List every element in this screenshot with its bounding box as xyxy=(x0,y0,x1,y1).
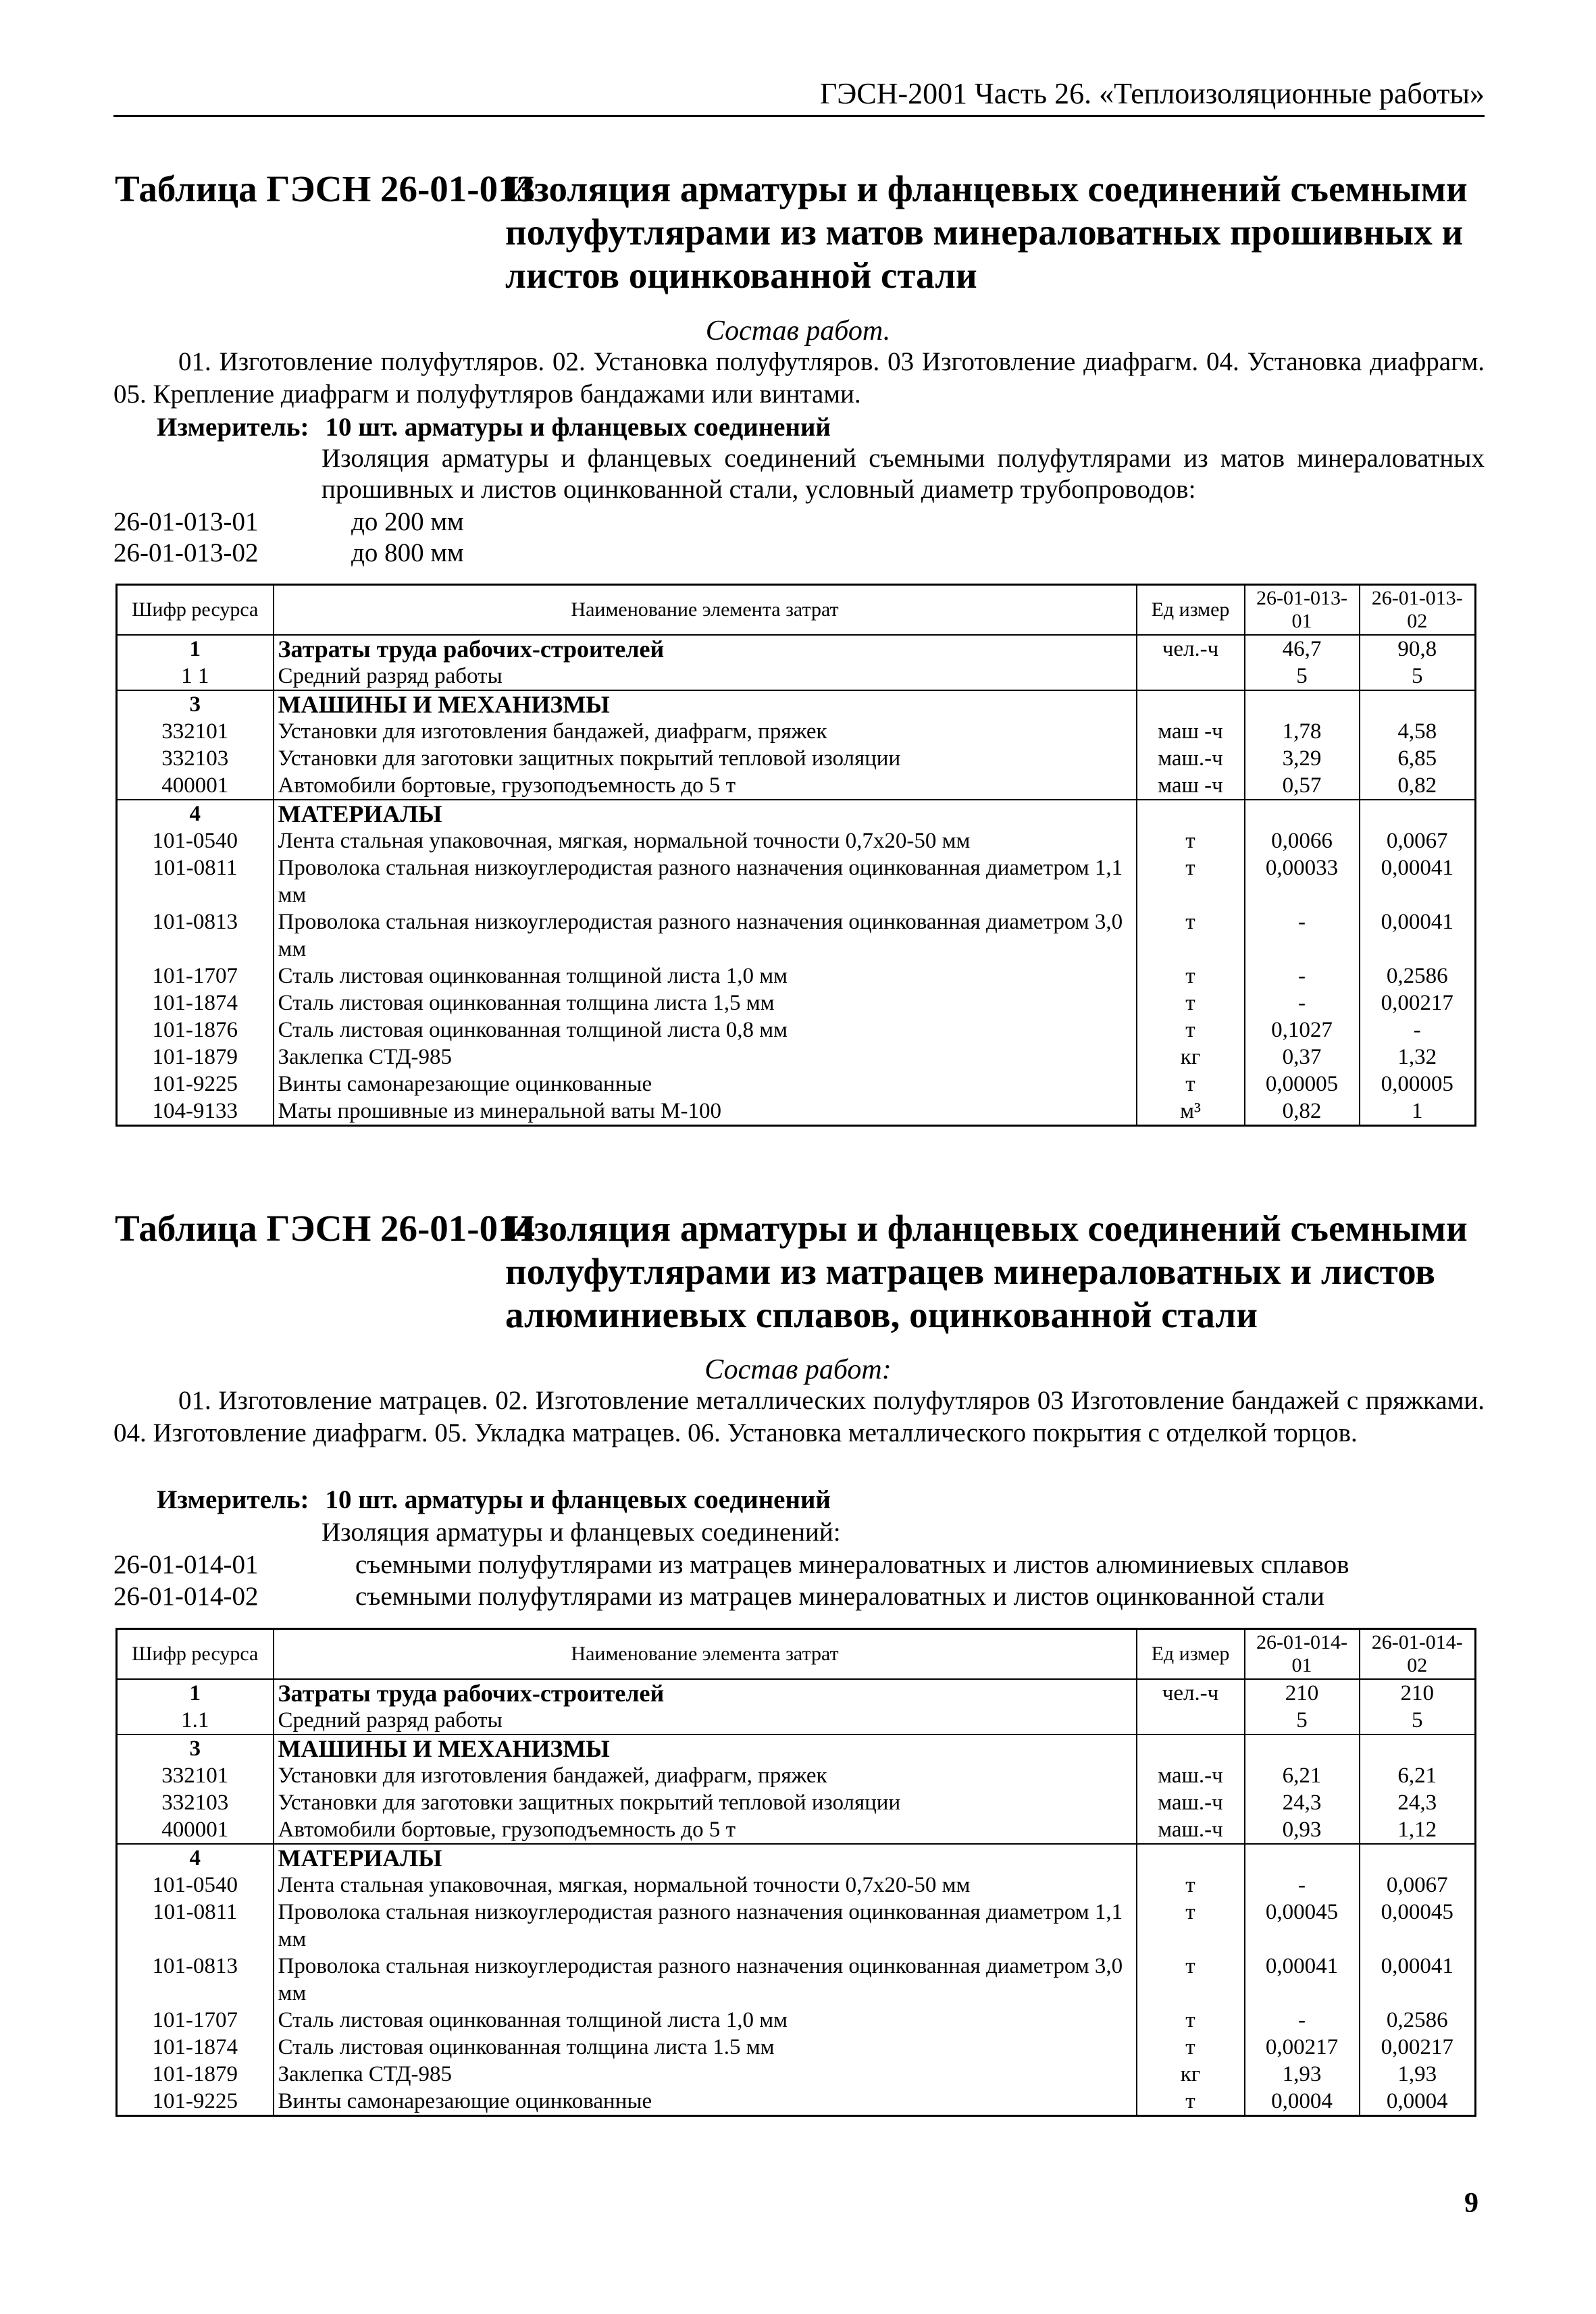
resource-code: 1 xyxy=(117,635,274,663)
resource-name: Винты самонарезающие оцинкованные xyxy=(274,2088,1137,2116)
norm-b-value: 0,00045 xyxy=(1360,1899,1476,1953)
unit-cell: маш.-ч xyxy=(1137,1762,1245,1789)
norm-b-value: 0,00041 xyxy=(1360,854,1476,908)
col-header-unit: Ед измер xyxy=(1137,585,1245,636)
resource-name: Проволока стальная низкоуглеродистая разного назначения оцинкованная диаметром 3,0 мм xyxy=(274,908,1137,962)
norm-a-value: 0,82 xyxy=(1245,1098,1360,1126)
norm-b-value xyxy=(1360,1734,1476,1762)
unit-cell: т xyxy=(1137,1872,1245,1899)
resource-name: Проволока стальная низкоуглеродистая разного назначения оцинкованная диаметром 1,1 мм xyxy=(274,854,1137,908)
resource-code: 332103 xyxy=(117,745,274,772)
unit-cell: т xyxy=(1137,908,1245,962)
norm-b-value xyxy=(1360,1844,1476,1872)
unit-cell: т xyxy=(1137,962,1245,989)
table-row xyxy=(117,745,1476,772)
meter-label: Измеритель: xyxy=(157,413,309,442)
table-14-composition-text: 01. Изготовление матрацев. 02. Изготовление металлических полуфутляров 03 Изготовление бандажей с пряжками. 04. Изготовление диафрагм. 05. Укладка матрацев. 06. Установка металлического покрытия с отделкой торцов. xyxy=(113,1386,1485,1447)
norm-b-value: 0,00005 xyxy=(1360,1071,1476,1098)
resource-code: 332103 xyxy=(117,1789,274,1816)
norm-a-value: 46,7 xyxy=(1245,635,1360,663)
norm-code: 26-01-013-02 xyxy=(113,538,259,567)
table-row xyxy=(117,908,1476,962)
resource-code: 400001 xyxy=(117,1816,274,1844)
norm-a-value: - xyxy=(1245,989,1360,1017)
table-row xyxy=(117,2007,1476,2034)
table-row xyxy=(117,989,1476,1017)
unit-cell: т xyxy=(1137,1899,1245,1953)
unit-cell: т xyxy=(1137,2088,1245,2116)
norm-b-value xyxy=(1360,690,1476,718)
norm-a-value xyxy=(1245,690,1360,718)
resource-code: 101-0540 xyxy=(117,827,274,854)
table-row xyxy=(117,1044,1476,1071)
resource-name: МАШИНЫ И МЕХАНИЗМЫ xyxy=(274,690,1137,718)
norm-b-value: 0,82 xyxy=(1360,772,1476,800)
resource-code: 101-1879 xyxy=(117,1044,274,1071)
table-row xyxy=(117,800,1476,827)
unit-cell xyxy=(1137,663,1245,690)
unit-cell: кг xyxy=(1137,1044,1245,1071)
norm-b-value: 210 xyxy=(1360,1679,1476,1707)
resource-code: 3 xyxy=(117,1734,274,1762)
norm-b-value: 6,85 xyxy=(1360,745,1476,772)
table-13-heading: Изоляция арматуры и фланцевых соединений съемными полуфутлярами из матов минераловатных прошивных и листов оцинкованной стали xyxy=(505,168,1468,296)
norm-b-value: 1,12 xyxy=(1360,1816,1476,1844)
table-row xyxy=(117,1789,1476,1816)
table-14-intro: Изоляция арматуры и фланцевых соединений: xyxy=(321,1518,841,1547)
norm-b-value: 1,93 xyxy=(1360,2061,1476,2088)
unit-cell: т xyxy=(1137,989,1245,1017)
meter-label: Измеритель: xyxy=(157,1485,309,1514)
col-header-code: Шифр ресурса xyxy=(117,1629,274,1680)
norm-a-value: - xyxy=(1245,1872,1360,1899)
norm-a-value: 5 xyxy=(1245,663,1360,690)
unit-cell: т xyxy=(1137,2007,1245,2034)
table-row xyxy=(117,2088,1476,2116)
resource-name: Заклепка СТД-985 xyxy=(274,2061,1137,2088)
resource-name: Маты прошивные из минеральной ваты М-100 xyxy=(274,1098,1137,1126)
unit-cell: т xyxy=(1137,854,1245,908)
resource-name: Установки для изготовления бандажей, диафрагм, пряжек xyxy=(274,1762,1137,1789)
resource-name: Сталь листовая оцинкованная толщина листа 1.5 мм xyxy=(274,2034,1137,2061)
page-number: 9 xyxy=(1464,2188,1478,2219)
norm-a-value: - xyxy=(1245,908,1360,962)
table-14-code-row xyxy=(113,1581,1324,1612)
norm-a-value: 1,93 xyxy=(1245,2061,1360,2088)
resource-code: 104-9133 xyxy=(117,1098,274,1126)
resource-code: 1 1 xyxy=(117,663,274,690)
table-row xyxy=(117,1679,1476,1707)
table-row xyxy=(117,2061,1476,2088)
resource-name: Сталь листовая оцинкованная толщина листа 1,5 мм xyxy=(274,989,1137,1017)
table-13-composition-heading: Состав работ. xyxy=(705,315,891,346)
table-14-resources xyxy=(115,1628,1476,2117)
unit-cell: маш.-ч xyxy=(1137,745,1245,772)
norm-b-value: 5 xyxy=(1360,1707,1476,1734)
table-14-meter xyxy=(157,1485,831,1515)
table-row xyxy=(117,962,1476,989)
resource-name: Автомобили бортовые, грузоподъемность до 5 т xyxy=(274,1816,1137,1844)
norm-b-value: 0,00041 xyxy=(1360,1953,1476,2007)
table-row xyxy=(117,1953,1476,2007)
unit-cell xyxy=(1137,690,1245,718)
norm-b-value: 0,00041 xyxy=(1360,908,1476,962)
resource-code: 101-0813 xyxy=(117,908,274,962)
meter-value: 10 шт. арматуры и фланцевых соединений xyxy=(325,1485,831,1514)
col-header-norm-b: 26-01-013-02 xyxy=(1360,585,1476,636)
norm-description: съемными полуфутлярами из матрацев минераловатных и листов алюминиевых сплавов xyxy=(355,1550,1349,1579)
norm-a-value: 5 xyxy=(1245,1707,1360,1734)
resource-code: 1.1 xyxy=(117,1707,274,1734)
norm-a-value: 0,00033 xyxy=(1245,854,1360,908)
norm-a-value: - xyxy=(1245,962,1360,989)
norm-b-value: 0,0067 xyxy=(1360,827,1476,854)
meter-value: 10 шт. арматуры и фланцевых соединений xyxy=(325,413,831,442)
resource-name: Заклепка СТД-985 xyxy=(274,1044,1137,1071)
resource-code: 101-0540 xyxy=(117,1872,274,1899)
norm-b-value: 0,2586 xyxy=(1360,2007,1476,2034)
resource-name: Установки для заготовки защитных покрытий тепловой изоляции xyxy=(274,745,1137,772)
resource-name: Сталь листовая оцинкованная толщиной листа 1,0 мм xyxy=(274,962,1137,989)
unit-cell: чел.-ч xyxy=(1137,1679,1245,1707)
resource-code: 3 xyxy=(117,690,274,718)
unit-cell xyxy=(1137,800,1245,827)
norm-a-value: 0,0004 xyxy=(1245,2088,1360,2116)
resource-code: 101-9225 xyxy=(117,2088,274,2116)
resource-code: 101-1707 xyxy=(117,2007,274,2034)
norm-a-value: 0,00005 xyxy=(1245,1071,1360,1098)
table-row xyxy=(117,1017,1476,1044)
norm-b-value: 0,0004 xyxy=(1360,2088,1476,2116)
running-header xyxy=(113,68,1485,117)
norm-a-value: 0,00041 xyxy=(1245,1953,1360,2007)
resource-code: 101-0813 xyxy=(117,1953,274,2007)
unit-cell xyxy=(1137,1844,1245,1872)
resource-name: Установки для заготовки защитных покрытий тепловой изоляции xyxy=(274,1789,1137,1816)
resource-name: Средний разряд работы xyxy=(274,663,1137,690)
resource-code: 332101 xyxy=(117,1762,274,1789)
norm-b-value: 0,2586 xyxy=(1360,962,1476,989)
table-row xyxy=(117,690,1476,718)
norm-a-value xyxy=(1245,1844,1360,1872)
norm-code: 26-01-014-01 xyxy=(113,1550,259,1579)
table-13-code-row xyxy=(113,538,464,568)
unit-cell xyxy=(1137,1707,1245,1734)
table-13-code-row xyxy=(113,507,464,537)
table-row xyxy=(117,1098,1476,1126)
norm-b-value: 6,21 xyxy=(1360,1762,1476,1789)
norm-code: 26-01-013-01 xyxy=(113,507,259,536)
norm-a-value xyxy=(1245,800,1360,827)
norm-description: до 800 мм xyxy=(351,538,464,567)
norm-code: 26-01-014-02 xyxy=(113,1582,259,1611)
table-row xyxy=(117,635,1476,663)
unit-cell: маш -ч xyxy=(1137,718,1245,745)
table-13-label: Таблица ГЭСН 26-01-013 xyxy=(115,168,536,209)
resource-name: Лента стальная упаковочная, мягкая, нормальной точности 0,7x20-50 мм xyxy=(274,1872,1137,1899)
col-header-code: Шифр ресурса xyxy=(117,585,274,636)
norm-b-value: 24,3 xyxy=(1360,1789,1476,1816)
norm-a-value: 1,78 xyxy=(1245,718,1360,745)
col-header-name: Наименование элемента затрат xyxy=(274,1629,1137,1680)
resource-name: Сталь листовая оцинкованная толщиной листа 1,0 мм xyxy=(274,2007,1137,2034)
unit-cell: т xyxy=(1137,827,1245,854)
norm-a-value: 0,00045 xyxy=(1245,1899,1360,1953)
table-row xyxy=(117,1844,1476,1872)
running-title: ГЭСН-2001 Часть 26. «Теплоизоляционные работы» xyxy=(819,77,1485,110)
norm-a-value: 24,3 xyxy=(1245,1789,1360,1816)
norm-a-value: - xyxy=(1245,2007,1360,2034)
resource-code: 400001 xyxy=(117,772,274,800)
unit-cell: кг xyxy=(1137,2061,1245,2088)
norm-b-value xyxy=(1360,800,1476,827)
table-14-heading: Изоляция арматуры и фланцевых соединений съемными полуфутлярами из матрацев минераловатных и листов алюминиевых сплавов, оцинкованной стали xyxy=(505,1208,1468,1335)
unit-cell xyxy=(1137,1734,1245,1762)
table-14-label: Таблица ГЭСН 26-01-014 xyxy=(115,1208,536,1249)
table-row xyxy=(117,1762,1476,1789)
resource-name: Установки для изготовления бандажей, диафрагм, пряжек xyxy=(274,718,1137,745)
table-row xyxy=(117,1734,1476,1762)
table-row xyxy=(117,2034,1476,2061)
norm-a-value: 0,93 xyxy=(1245,1816,1360,1844)
unit-cell: маш.-ч xyxy=(1137,1789,1245,1816)
norm-b-value: - xyxy=(1360,1017,1476,1044)
resource-code: 101-0811 xyxy=(117,1899,274,1953)
table-row xyxy=(117,718,1476,745)
table-14-code-row xyxy=(113,1549,1349,1580)
norm-description: до 200 мм xyxy=(351,507,464,536)
table-13-intro: Изоляция арматуры и фланцевых соединений съемными полуфутлярами из матов минераловатных прошивных и листов оцинкованной стали, условный диаметр трубопроводов: xyxy=(321,444,1485,504)
resource-code: 101-9225 xyxy=(117,1071,274,1098)
resource-name: Сталь листовая оцинкованная толщиной листа 0,8 мм xyxy=(274,1017,1137,1044)
table-row xyxy=(117,1872,1476,1899)
norm-b-value: 1 xyxy=(1360,1098,1476,1126)
norm-a-value: 6,21 xyxy=(1245,1762,1360,1789)
norm-a-value: 3,29 xyxy=(1245,745,1360,772)
resource-name: Лента стальная упаковочная, мягкая, нормальной точности 0,7x20-50 мм xyxy=(274,827,1137,854)
table-row xyxy=(117,827,1476,854)
resource-code: 101-1707 xyxy=(117,962,274,989)
unit-cell: маш -ч xyxy=(1137,772,1245,800)
table-13-resources xyxy=(115,584,1476,1127)
norm-a-value: 210 xyxy=(1245,1679,1360,1707)
resource-code: 4 xyxy=(117,1844,274,1872)
resource-code: 101-0811 xyxy=(117,854,274,908)
table-13-composition-text: 01. Изготовление полуфутляров. 02. Установка полуфутляров. 03 Изготовление диафрагм. 04. Установка диафрагм. 05. Крепление диафрагм и полуфутляров бандажами или винтами. xyxy=(113,347,1485,409)
table-14-composition-heading: Состав работ: xyxy=(704,1354,892,1385)
resource-name: Проволока стальная низкоуглеродистая разного назначения оцинкованная диаметром 1,1 мм xyxy=(274,1899,1137,1953)
resource-code: 4 xyxy=(117,800,274,827)
norm-a-value xyxy=(1245,1734,1360,1762)
norm-a-value: 0,57 xyxy=(1245,772,1360,800)
unit-cell: т xyxy=(1137,1071,1245,1098)
resource-code: 332101 xyxy=(117,718,274,745)
resource-name: Винты самонарезающие оцинкованные xyxy=(274,1071,1137,1098)
col-header-name: Наименование элемента затрат xyxy=(274,585,1137,636)
col-header-norm-a: 26-01-013-01 xyxy=(1245,585,1360,636)
resource-name: МАШИНЫ И МЕХАНИЗМЫ xyxy=(274,1734,1137,1762)
norm-a-value: 0,0066 xyxy=(1245,827,1360,854)
table-row xyxy=(117,1707,1476,1734)
resource-name: Затраты труда рабочих-строителей xyxy=(274,635,1137,663)
table-row xyxy=(117,772,1476,800)
norm-b-value: 4,58 xyxy=(1360,718,1476,745)
norm-b-value: 0,00217 xyxy=(1360,989,1476,1017)
norm-b-value: 0,00217 xyxy=(1360,2034,1476,2061)
col-header-norm-b: 26-01-014-02 xyxy=(1360,1629,1476,1680)
resource-code: 101-1879 xyxy=(117,2061,274,2088)
table-row xyxy=(117,1899,1476,1953)
resource-name: Затраты труда рабочих-строителей xyxy=(274,1679,1137,1707)
norm-b-value: 0,0067 xyxy=(1360,1872,1476,1899)
resource-code: 101-1876 xyxy=(117,1017,274,1044)
unit-cell: маш.-ч xyxy=(1137,1816,1245,1844)
table-row xyxy=(117,1816,1476,1844)
resource-name: МАТЕРИАЛЫ xyxy=(274,800,1137,827)
unit-cell: т xyxy=(1137,2034,1245,2061)
unit-cell: чел.-ч xyxy=(1137,635,1245,663)
col-header-unit: Ед измер xyxy=(1137,1629,1245,1680)
resource-code: 1 xyxy=(117,1679,274,1707)
norm-b-value: 1,32 xyxy=(1360,1044,1476,1071)
resource-code: 101-1874 xyxy=(117,2034,274,2061)
norm-b-value: 90,8 xyxy=(1360,635,1476,663)
table-row xyxy=(117,1071,1476,1098)
norm-a-value: 0,00217 xyxy=(1245,2034,1360,2061)
table-13-meter xyxy=(157,412,831,442)
resource-name: Средний разряд работы xyxy=(274,1707,1137,1734)
resource-code: 101-1874 xyxy=(117,989,274,1017)
unit-cell: м³ xyxy=(1137,1098,1245,1126)
unit-cell: т xyxy=(1137,1953,1245,2007)
resource-name: Автомобили бортовые, грузоподъемность до 5 т xyxy=(274,772,1137,800)
norm-a-value: 0,1027 xyxy=(1245,1017,1360,1044)
norm-a-value: 0,37 xyxy=(1245,1044,1360,1071)
norm-b-value: 5 xyxy=(1360,663,1476,690)
unit-cell: т xyxy=(1137,1017,1245,1044)
resource-name: Проволока стальная низкоуглеродистая разного назначения оцинкованная диаметром 3,0 мм xyxy=(274,1953,1137,2007)
table-row xyxy=(117,854,1476,908)
norm-description: съемными полуфутлярами из матрацев минераловатных и листов оцинкованной стали xyxy=(355,1582,1324,1611)
col-header-norm-a: 26-01-014-01 xyxy=(1245,1629,1360,1680)
table-row xyxy=(117,663,1476,690)
resource-name: МАТЕРИАЛЫ xyxy=(274,1844,1137,1872)
